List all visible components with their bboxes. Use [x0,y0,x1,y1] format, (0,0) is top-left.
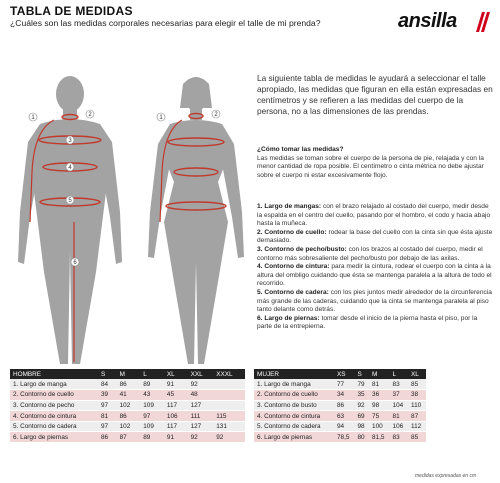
table-cell: 86 [98,432,117,443]
table-cell: 111 [188,411,214,422]
table-row [10,400,245,411]
table-row [10,432,245,443]
table-cell: 87 [117,432,141,443]
how-to-title: ¿Cómo tomar las medidas? [257,146,344,153]
row-label: 1. Largo de manga [10,379,98,390]
table-header: S [98,369,117,379]
table-cell: 81 [390,411,409,422]
table-cell: 80 [354,432,369,443]
table-cell: 43 [140,390,164,401]
table-cell: 79 [354,379,369,390]
table-header: XL [408,369,426,379]
marker-2: 2 [88,112,92,118]
how-to-measure [257,146,493,180]
table-cell: 41 [117,390,141,401]
row-label: 6. Largo de piernas [10,432,98,443]
how-to-text: Las medidas se toman sobre el cuerpo de la persona de pie, relajada y con la menor cantidad de ropa posible. El centímetro o cinta métrica no debe ajustar sobre el cuerpo ni estar excesivamente flojo. [257,154,484,179]
table-header: XXL [188,369,214,379]
table-header: XL [164,369,188,379]
row-label: 1. Largo de manga [254,379,334,390]
table-row [10,390,245,401]
female-body-figure [138,72,254,368]
table-cell [213,400,245,411]
row-label: 3. Contorno de pecho [10,400,98,411]
marker-6: 6 [73,260,77,266]
step-item: 6. Largo de piernas: tomar desde el inicio de la pierna hasta el piso, por la parte de la entrepierna. [257,314,478,331]
table-cell: 87 [408,411,426,422]
table-row [254,400,426,411]
table-cell: 117 [164,421,188,432]
table-cell: 39 [98,390,117,401]
table-row [10,421,245,432]
page-subtitle: ¿Cuáles son las medidas corporales necesarias para elegir el talle de mi prenda? [10,18,321,28]
table-cell: 109 [140,421,164,432]
table-cell: 89 [140,432,164,443]
svg-text:2: 2 [214,112,218,118]
brand-stripes-icon [474,8,492,34]
table-cell: 85 [408,379,426,390]
table-cell: 85 [408,432,426,443]
table-row [254,390,426,401]
marker-3: 3 [68,138,72,144]
table-cell: 97 [98,400,117,411]
table-cell: 92 [213,432,245,443]
table-cell: 109 [140,400,164,411]
row-label: 5. Contorno de cadera [254,421,334,432]
brand-logo: ansilla [398,10,457,32]
table-header: M [369,369,389,379]
row-label: 4. Contorno de cintura [10,411,98,422]
table-cell: 91 [164,432,188,443]
table-cell: 86 [117,379,141,390]
table-header: HOMBRE [10,369,98,379]
row-label: 4. Contorno de cintura [254,411,334,422]
table-row [254,379,426,390]
table-row [254,421,426,432]
table-cell: 127 [188,400,214,411]
table-cell: 97 [140,411,164,422]
marker-4: 4 [68,165,72,171]
table-header: XS [334,369,354,379]
table-cell: 115 [213,411,245,422]
table-row [10,411,245,422]
table-cell: 112 [408,421,426,432]
table-cell: 92 [188,379,214,390]
table-cell: 75 [369,411,389,422]
women-size-table [254,369,426,443]
table-cell: 110 [408,400,426,411]
step-item: 1. Largo de mangas: con el brazo relajado al costado del cuerpo, medir desde la espalda en el centro del cuello, pasando por el hombro, el codo y hacia abajo hasta la muñeca. [257,203,491,228]
table-cell: 34 [334,390,354,401]
table-header: L [390,369,409,379]
table-cell: 94 [334,421,354,432]
male-body-figure [10,72,130,368]
table-cell: 81 [98,411,117,422]
table-header: L [140,369,164,379]
row-label: 2. Contorno de cuello [254,390,334,401]
table-cell: 45 [164,390,188,401]
table-cell: 86 [334,400,354,411]
page-title: TABLA DE MEDIDAS [10,4,133,18]
row-label: 2. Contorno de cuello [10,390,98,401]
table-cell: 38 [408,390,426,401]
table-cell: 83 [390,432,409,443]
table-cell: 102 [117,400,141,411]
row-label: 6. Largo de piernas [254,432,334,443]
table-header: S [354,369,369,379]
marker-5: 5 [68,198,72,204]
table-cell: 78,5 [334,432,354,443]
table-cell: 81,5 [369,432,389,443]
table-cell: 98 [354,421,369,432]
units-footnote: medidas expresadas en cm [415,473,477,479]
table-header: XXXL [213,369,245,379]
table-cell [213,379,245,390]
table-cell: 106 [164,411,188,422]
table-cell: 77 [334,379,354,390]
table-cell: 63 [334,411,354,422]
table-cell: 106 [390,421,409,432]
table-header: M [117,369,141,379]
table-cell: 131 [213,421,245,432]
table-header: MUJER [254,369,334,379]
table-cell: 37 [390,390,409,401]
table-cell: 104 [390,400,409,411]
table-row [254,411,426,422]
table-row [10,379,245,390]
row-label: 5. Contorno de cadera [10,421,98,432]
men-size-table [10,369,245,443]
step-item: 5. Contorno de cadera: con los pies juntos medir alrededor de la circunferencia más grande de las caderas, cuidando que la cinta se mantenga paralela al piso tanto delante como detrás. [257,288,492,314]
svg-text:1: 1 [159,115,163,121]
table-cell: 81 [369,379,389,390]
table-cell: 84 [98,379,117,390]
table-cell: 83 [390,379,409,390]
table-cell: 97 [98,421,117,432]
table-cell [213,390,245,401]
table-cell: 92 [354,400,369,411]
table-cell: 117 [164,400,188,411]
marker-1: 1 [31,115,35,121]
table-cell: 69 [354,411,369,422]
table-cell: 92 [188,432,214,443]
step-item: 4. Contorno de cintura: para medir la cintura, rodear el cuerpo con la cinta a la altura del ombligo cuidando que ésta se mantenga paralela a la altura de todo el recorrido. [257,263,492,288]
row-label: 3. Contorno de busto [254,400,334,411]
intro-text: La siguiente tabla de medidas le ayudará a seleccionar el talle apropiado, las medidas que figuran en ella están expresadas en centímetros y se refieren a las medidas del cuerpo de la persona, no a las dimensiones de las prendas. [257,73,493,116]
measure-steps [257,203,493,332]
table-cell: 86 [117,411,141,422]
table-cell: 91 [164,379,188,390]
table-cell: 127 [188,421,214,432]
table-cell: 35 [354,390,369,401]
table-cell: 98 [369,400,389,411]
table-cell: 48 [188,390,214,401]
table-cell: 36 [369,390,389,401]
table-row [254,432,426,443]
table-cell: 100 [369,421,389,432]
table-cell: 102 [117,421,141,432]
step-item: 2. Contorno de cuello: rodear la base del cuello con la cinta sin que ésta ajuste demasiado. [257,228,493,245]
step-item: 3. Contorno de pecho/busto: con los brazos al costado del cuerpo, medir el contorno más sobresaliente del pecho/busto por debajo de las axilas. [257,245,483,262]
table-cell: 89 [140,379,164,390]
